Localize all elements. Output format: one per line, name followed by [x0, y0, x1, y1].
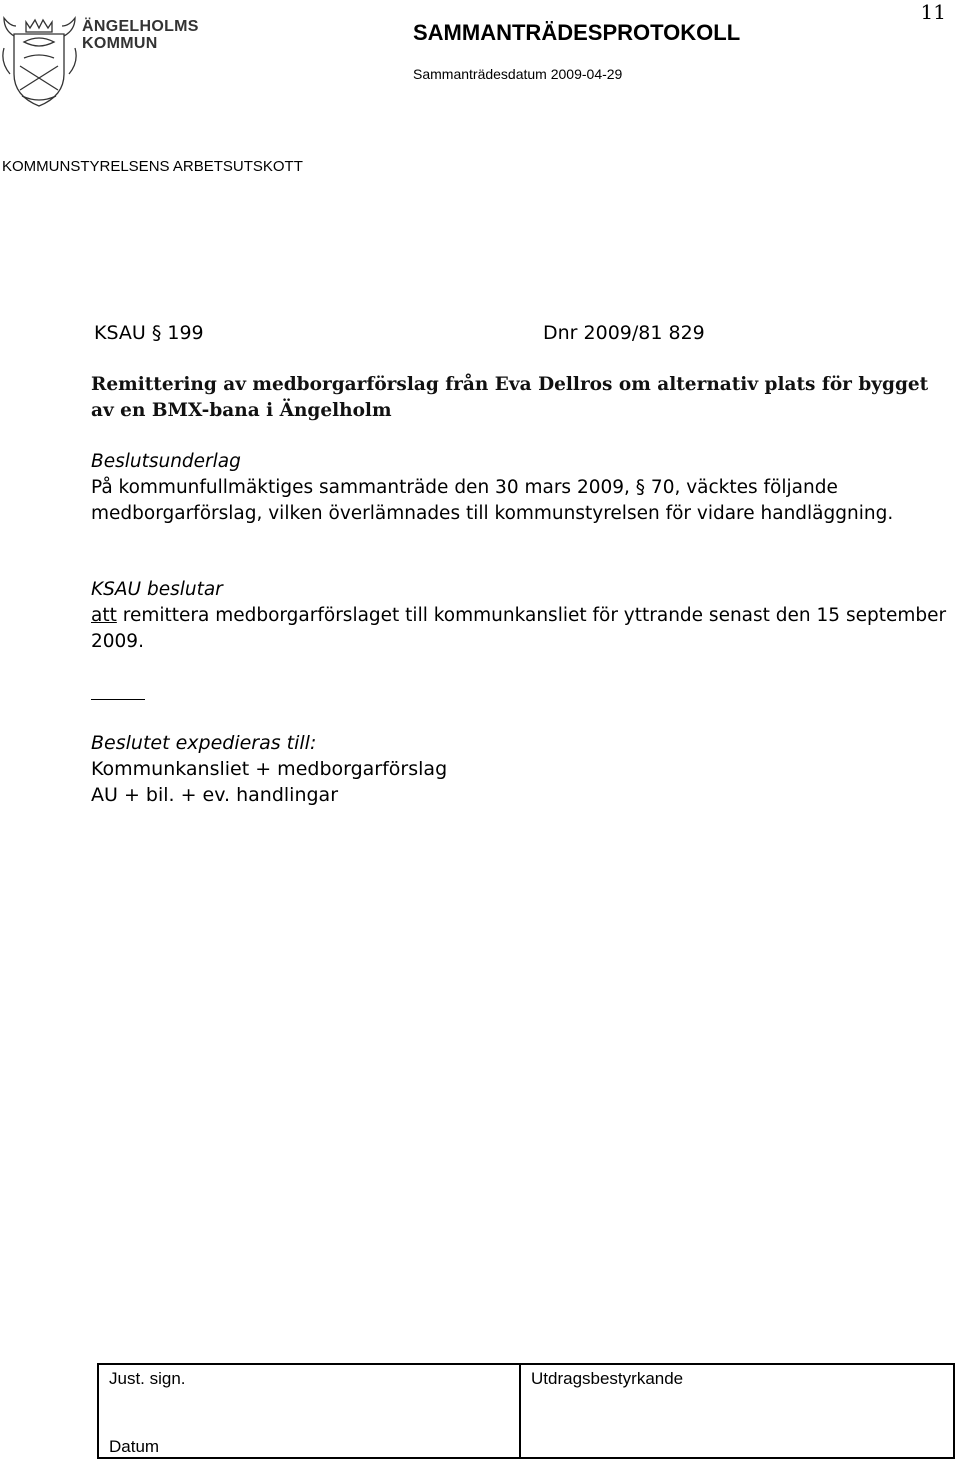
org-name-line2: KOMMUN [82, 35, 158, 52]
distribution-heading: Beslutet expedieras till: [91, 732, 317, 754]
extract-certified-label: Utdragsbestyrkande [531, 1369, 684, 1388]
decision-body: remittera medborgarförslaget till kommunkansliet för yttrande senast den 15 september 2009. [91, 605, 947, 652]
att-keyword: att [91, 605, 117, 626]
basis-heading: Beslutsunderlag [91, 451, 241, 472]
distribution-item: Kommunkansliet + medborgarförslag [91, 758, 448, 780]
basis-text: På kommunfullmäktiges sammanträde den 30 mars 2009, § 70, väcktes följande medborgarförslag, vilken överlämnades till kommunstyrelsen för vidare handläggning. [91, 477, 894, 524]
signature-cell-left [99, 1365, 521, 1457]
date-label: Datum [109, 1437, 160, 1456]
signature-box [97, 1363, 955, 1459]
page-number: 11 [920, 0, 946, 24]
distribution-item: AU + bil. + ev. handlingar [91, 784, 338, 806]
committee-name: KOMMUNSTYRELSENS ARBETSUTSKOTT [2, 158, 303, 175]
meeting-date: Sammanträdesdatum 2009-04-29 [413, 66, 623, 82]
case-title: Remittering av medborgarförslag från Eva Dellros om alternativ plats för bygget av en BMX-bana i Ängelholm [91, 374, 929, 421]
signature-cell-right [521, 1365, 953, 1457]
decision-text [91, 603, 951, 655]
just-sign-label: Just. sign. [109, 1369, 186, 1388]
diary-number: Dnr 2009/81 829 [543, 322, 705, 344]
decision-section [91, 577, 951, 655]
distribution-section [91, 730, 951, 808]
org-name-line1: ÄNGELHOLMS [82, 18, 199, 35]
coat-of-arms-icon [2, 12, 77, 108]
section-divider [91, 699, 145, 700]
decision-heading: KSAU beslutar [91, 579, 223, 600]
paragraph-reference: KSAU § 199 [94, 322, 204, 344]
document-title: SAMMANTRÄDESPROTOKOLL [413, 20, 741, 45]
organization-name [82, 18, 199, 52]
basis-section [91, 449, 951, 527]
